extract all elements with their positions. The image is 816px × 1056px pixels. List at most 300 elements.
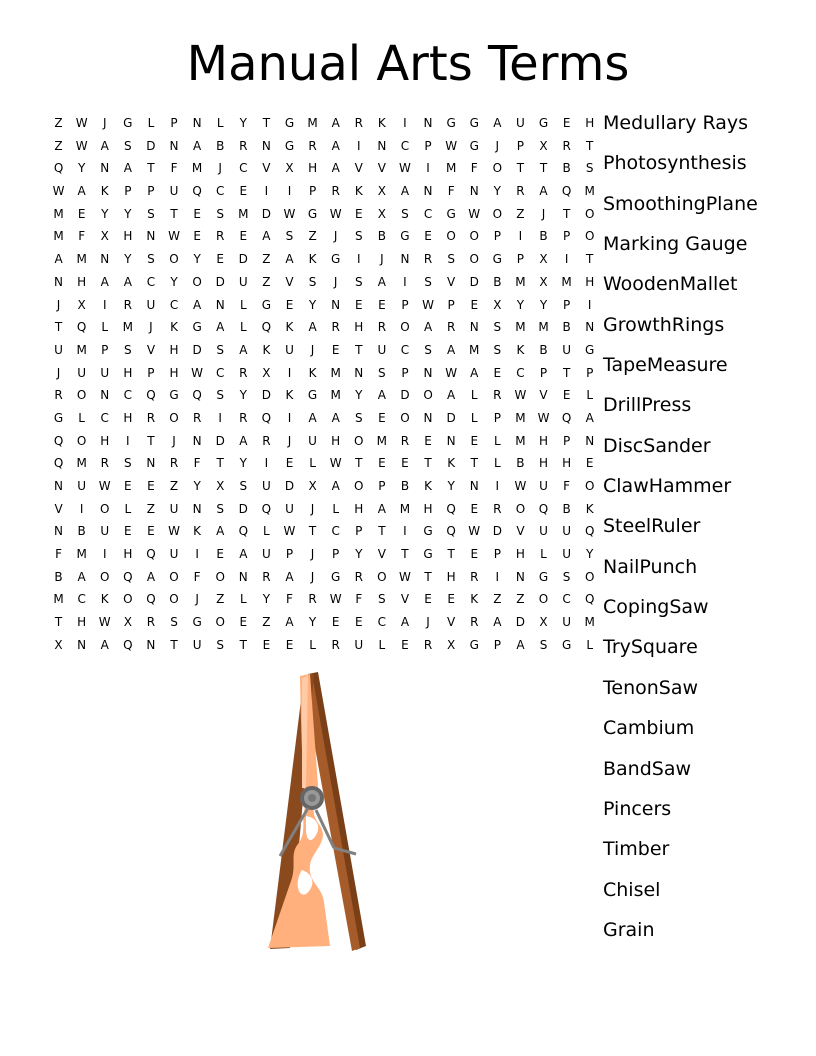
grid-letter: E	[331, 342, 340, 357]
grid-letter: N	[377, 138, 387, 153]
grid-letter: S	[378, 365, 386, 380]
grid-letter: Y	[170, 274, 178, 289]
grid-letter: N	[515, 569, 525, 584]
grid-letter: K	[193, 524, 202, 539]
grid-letter: K	[516, 342, 525, 357]
grid-letter: Z	[216, 592, 225, 607]
grid-letter: O	[100, 569, 110, 584]
grid-letter: N	[469, 184, 479, 199]
letter-grid	[47, 112, 601, 657]
grid-letter: O	[469, 252, 479, 267]
grid-letter: G	[169, 388, 179, 403]
grid-letter: A	[262, 229, 271, 244]
grid-letter: U	[562, 524, 571, 539]
grid-letter: Q	[538, 501, 549, 516]
grid-letter: L	[263, 524, 270, 539]
grid-letter: E	[124, 479, 132, 493]
grid-letter: O	[169, 569, 179, 584]
grid-letter: N	[54, 274, 64, 289]
grid-letter: K	[308, 252, 317, 267]
grid-letter: R	[146, 615, 156, 630]
grid-letter: R	[493, 388, 502, 403]
grid-letter: E	[562, 116, 571, 130]
grid-letter: P	[493, 547, 501, 562]
grid-letter: U	[169, 501, 179, 516]
grid-letter: H	[539, 433, 549, 448]
grid-letter: L	[586, 637, 594, 652]
word-list-item: Timber	[603, 838, 670, 861]
grid-letter: Y	[493, 184, 501, 199]
grid-letter: V	[447, 615, 456, 630]
grid-letter: O	[169, 252, 179, 267]
grid-letter: K	[262, 342, 271, 357]
grid-letter: A	[447, 388, 456, 403]
grid-letter: N	[54, 479, 64, 493]
grid-letter: M	[191, 161, 203, 176]
grid-letter: P	[170, 116, 178, 130]
grid-letter: P	[539, 365, 548, 380]
grid-letter: T	[355, 342, 363, 357]
grid-letter: T	[54, 615, 63, 630]
grid-letter: W	[329, 206, 342, 221]
grid-letter: V	[400, 592, 410, 607]
grid-letter: A	[193, 138, 202, 153]
grid-letter: W	[445, 365, 458, 380]
grid-letter: Z	[516, 206, 525, 221]
grid-letter: C	[169, 297, 179, 312]
grid-letter: O	[354, 479, 364, 493]
grid-letter: N	[192, 501, 202, 516]
grid-letter: T	[401, 547, 409, 562]
grid-letter: L	[470, 388, 478, 403]
grid-letter: D	[146, 138, 156, 153]
grid-letter: I	[264, 456, 269, 471]
grid-letter: T	[586, 138, 594, 153]
grid-letter: H	[77, 274, 87, 289]
grid-letter: Z	[516, 592, 525, 607]
grid-letter: B	[562, 161, 571, 176]
grid-letter: N	[238, 569, 248, 584]
grid-letter: T	[562, 365, 571, 380]
grid-letter: P	[516, 138, 525, 153]
grid-letter: W	[468, 206, 481, 221]
grid-letter: E	[493, 365, 502, 380]
grid-letter: Q	[146, 592, 156, 607]
grid-letter: X	[123, 615, 132, 630]
grid-letter: J	[56, 297, 61, 312]
grid-letter: H	[308, 161, 318, 176]
grid-letter: K	[354, 184, 363, 199]
grid-letter: H	[515, 547, 525, 562]
grid-letter: K	[308, 365, 317, 380]
grid-letter: L	[78, 410, 85, 425]
word-list-item: Medullary Rays	[603, 112, 749, 134]
grid-letter: F	[170, 161, 178, 176]
grid-letter: J	[195, 592, 199, 607]
grid-letter: Y	[308, 615, 317, 630]
grid-letter: M	[561, 274, 572, 289]
grid-letter: Z	[262, 274, 271, 289]
grid-letter: U	[261, 547, 271, 562]
grid-letter: R	[516, 184, 525, 199]
grid-letter: L	[101, 320, 109, 335]
grid-letter: R	[239, 138, 248, 153]
grid-letter: Y	[239, 388, 247, 403]
word-list-item: Marking Gauge	[603, 233, 748, 256]
grid-letter: T	[170, 637, 178, 652]
grid-letter: A	[400, 184, 410, 199]
grid-letter: O	[169, 592, 179, 607]
grid-letter: C	[423, 206, 433, 221]
word-list-item: DrillPress	[603, 394, 692, 417]
grid-letter: E	[331, 615, 340, 630]
grid-letter: N	[585, 433, 595, 448]
grid-letter: H	[446, 569, 456, 584]
grid-letter: A	[193, 297, 202, 312]
grid-letter: I	[102, 297, 107, 312]
grid-letter: U	[169, 547, 179, 562]
grid-letter: N	[261, 138, 271, 153]
grid-letter: D	[215, 274, 225, 289]
grid-letter: Z	[169, 479, 179, 493]
grid-letter: M	[376, 433, 388, 448]
grid-letter: Y	[239, 116, 247, 130]
grid-letter: A	[470, 365, 479, 380]
grid-letter: X	[493, 297, 502, 312]
grid-letter: T	[539, 161, 548, 176]
grid-row	[47, 203, 601, 226]
grid-letter: P	[308, 184, 317, 199]
grid-letter: G	[123, 116, 133, 130]
grid-letter: J	[310, 547, 315, 562]
grid-letter: B	[493, 274, 502, 289]
grid-letter: D	[192, 342, 202, 357]
grid-letter: G	[492, 252, 502, 267]
grid-letter: U	[562, 342, 571, 357]
grid-letter: M	[53, 206, 64, 221]
grid-letter: L	[332, 501, 340, 516]
grid-letter: N	[192, 433, 202, 448]
grid-letter: H	[123, 547, 133, 562]
grid-row	[47, 248, 601, 271]
grid-letter: S	[493, 342, 502, 357]
grid-letter: K	[285, 388, 294, 403]
grid-letter: E	[562, 388, 571, 403]
grid-letter: A	[331, 161, 340, 176]
grid-letter: G	[284, 116, 295, 130]
grid-letter: R	[331, 637, 340, 652]
grid-letter: W	[168, 229, 180, 244]
grid-letter: T	[378, 524, 386, 539]
word-list-item: TenonSaw	[603, 676, 699, 699]
grid-letter: A	[423, 320, 433, 335]
grid-letter: N	[77, 637, 87, 652]
grid-letter: K	[377, 116, 386, 130]
grid-letter: T	[424, 456, 432, 471]
grid-letter: A	[331, 138, 340, 153]
grid-letter: B	[216, 138, 225, 153]
grid-letter: I	[518, 229, 523, 244]
grid-letter: T	[308, 524, 317, 539]
grid-letter: D	[469, 274, 479, 289]
grid-letter: A	[216, 524, 225, 539]
grid-row	[47, 634, 601, 657]
grid-letter: A	[331, 479, 340, 493]
grid-letter: S	[124, 456, 132, 471]
grid-letter: R	[308, 592, 317, 607]
grid-letter: U	[285, 342, 294, 357]
grid-letter: H	[123, 410, 133, 425]
grid-letter: W	[329, 456, 342, 471]
grid-letter: J	[541, 206, 546, 221]
grid-letter: K	[470, 592, 479, 607]
grid-letter: J	[380, 252, 384, 267]
grid-letter: R	[123, 297, 132, 312]
grid-letter: R	[400, 433, 410, 448]
grid-letter: A	[493, 615, 502, 630]
grid-letter: V	[354, 161, 363, 176]
grid-letter: G	[400, 229, 410, 244]
grid-letter: A	[331, 116, 340, 130]
grid-letter: M	[53, 592, 64, 607]
grid-letter: J	[333, 229, 338, 244]
grid-letter: P	[285, 547, 294, 562]
grid-letter: R	[423, 252, 433, 267]
grid-letter: X	[77, 297, 86, 312]
grid-letter: W	[422, 297, 434, 312]
grid-letter: I	[356, 252, 361, 267]
grid-letter: R	[262, 569, 271, 584]
grid-letter: V	[516, 524, 525, 539]
grid-letter: Q	[446, 524, 456, 539]
grid-letter: E	[193, 229, 201, 244]
grid-letter: N	[192, 116, 202, 130]
grid-letter: Y	[447, 479, 455, 493]
grid-letter: E	[585, 456, 594, 471]
grid-letter: G	[284, 138, 295, 153]
grid-letter: T	[355, 456, 363, 471]
grid-letter: O	[76, 388, 87, 403]
grid-letter: G	[307, 388, 318, 403]
word-list-item: Grain	[603, 918, 655, 941]
grid-letter: C	[516, 365, 525, 380]
grid-letter: R	[562, 138, 571, 153]
grid-letter: K	[170, 320, 178, 335]
grid-letter: V	[146, 342, 156, 357]
grid-letter: E	[354, 615, 363, 630]
grid-letter: J	[56, 365, 61, 380]
grid-letter: U	[169, 184, 179, 199]
grid-letter: C	[100, 410, 109, 425]
grid-letter: I	[287, 365, 292, 380]
grid-letter: U	[516, 116, 525, 130]
grid-letter: S	[147, 206, 155, 221]
grid-letter: R	[354, 116, 363, 130]
grid-letter: C	[562, 592, 571, 607]
grid-letter: U	[308, 433, 317, 448]
grid-letter: N	[146, 456, 156, 471]
grid-letter: M	[330, 388, 341, 403]
grid-letter: L	[239, 297, 247, 312]
grid-letter: H	[100, 433, 110, 448]
grid-letter: U	[238, 274, 248, 289]
word-list	[603, 110, 758, 957]
grid-letter: H	[354, 501, 364, 516]
grid-letter: W	[283, 206, 296, 221]
grid-letter: G	[307, 206, 318, 221]
grid-letter: X	[285, 161, 294, 176]
grid-letter: A	[123, 161, 132, 176]
grid-letter: J	[310, 501, 315, 516]
grid-letter: P	[332, 547, 340, 562]
grid-letter: N	[215, 297, 225, 312]
grid-letter: E	[401, 637, 409, 652]
grid-letter: K	[100, 592, 109, 607]
grid-letter: L	[540, 547, 547, 562]
grid-letter: R	[446, 320, 456, 335]
grid-letter: O	[469, 229, 479, 244]
grid-letter: F	[447, 184, 455, 199]
grid-letter: E	[354, 297, 363, 312]
grid-letter: E	[378, 297, 386, 312]
grid-letter: Q	[261, 501, 272, 516]
grid-letter: N	[423, 365, 433, 380]
grid-letter: D	[238, 252, 248, 267]
grid-letter: I	[287, 184, 292, 199]
grid-letter: L	[586, 388, 594, 403]
grid-letter: B	[562, 501, 571, 516]
word-list-item: Photosynthesis	[603, 152, 747, 175]
grid-letter: E	[147, 479, 155, 493]
grid-letter: P	[355, 524, 363, 539]
grid-letter: L	[493, 456, 501, 471]
grid-letter: X	[539, 615, 548, 630]
grid-letter: C	[77, 592, 86, 607]
grid-letter: B	[77, 524, 86, 539]
grid-letter: X	[539, 252, 548, 267]
grid-letter: S	[216, 637, 225, 652]
grid-letter: A	[239, 547, 248, 562]
grid-letter: W	[75, 116, 88, 130]
grid-letter: M	[515, 274, 526, 289]
grid-letter: X	[308, 479, 317, 493]
grid-letter: U	[562, 615, 571, 630]
grid-letter: W	[514, 388, 527, 403]
grid-letter: N	[585, 320, 595, 335]
grid-letter: S	[354, 229, 363, 244]
grid-letter: E	[239, 615, 248, 630]
grid-letter: E	[470, 433, 479, 448]
grid-letter: Q	[146, 388, 156, 403]
grid-letter: G	[192, 320, 202, 335]
grid-letter: E	[216, 547, 224, 562]
grid-letter: T	[216, 456, 224, 471]
grid-letter: H	[77, 615, 87, 630]
grid-letter: H	[169, 365, 179, 380]
grid-letter: N	[423, 184, 433, 199]
grid-letter: T	[562, 206, 571, 221]
grid-letter: W	[537, 410, 550, 425]
grid-row	[47, 452, 601, 475]
grid-letter: M	[53, 229, 64, 244]
grid-letter: O	[515, 501, 526, 516]
word-list-item: Cambium	[603, 717, 695, 740]
grid-letter: O	[169, 410, 179, 425]
grid-letter: E	[447, 592, 455, 607]
grid-letter: A	[100, 637, 109, 652]
grid-letter: G	[446, 116, 456, 130]
grid-letter: M	[445, 161, 457, 176]
grid-letter: I	[426, 161, 430, 176]
grid-letter: H	[423, 501, 433, 516]
grid-row	[47, 543, 601, 566]
grid-letter: T	[54, 320, 63, 335]
grid-letter: N	[423, 410, 433, 425]
grid-letter: M	[515, 410, 526, 425]
grid-letter: I	[356, 138, 361, 153]
word-list-item: TapeMeasure	[603, 354, 728, 377]
grid-letter: E	[147, 524, 155, 539]
grid-letter: U	[377, 342, 387, 357]
grid-letter: A	[377, 388, 386, 403]
grid-letter: P	[378, 479, 386, 493]
grid-letter: O	[215, 615, 225, 630]
grid-letter: M	[469, 342, 480, 357]
grid-letter: G	[423, 547, 433, 562]
grid-letter: E	[424, 229, 432, 244]
grid-letter: P	[562, 229, 571, 244]
grid-letter: R	[192, 410, 202, 425]
grid-letter: D	[446, 410, 456, 425]
grid-letter: W	[98, 479, 111, 493]
grid-letter: E	[124, 524, 132, 539]
grid-letter: Z	[262, 615, 271, 630]
grid-letter: M	[515, 320, 526, 335]
grid-letter: O	[377, 569, 387, 584]
grid-letter: N	[100, 252, 110, 267]
grid-letter: E	[239, 229, 248, 244]
grid-letter: W	[514, 479, 527, 493]
grid-letter: Y	[516, 297, 525, 312]
grid-letter: S	[539, 637, 548, 652]
grid-letter: Y	[308, 297, 317, 312]
grid-letter: S	[308, 274, 317, 289]
grid-letter: J	[495, 138, 500, 153]
grid-row	[47, 430, 601, 453]
grid-letter: H	[354, 320, 364, 335]
grid-letter: I	[403, 524, 407, 539]
grid-letter: E	[285, 637, 294, 652]
grid-letter: M	[238, 206, 249, 221]
grid-letter: A	[516, 637, 525, 652]
grid-letter: P	[147, 184, 155, 199]
grid-letter: V	[377, 547, 386, 562]
grid-letter: X	[54, 637, 63, 652]
grid-letter: O	[584, 229, 595, 244]
grid-letter: H	[562, 456, 572, 471]
grid-letter: Y	[355, 388, 363, 403]
grid-letter: C	[400, 138, 410, 153]
grid-letter: J	[172, 433, 176, 448]
grid-letter: E	[262, 637, 271, 652]
grid-letter: E	[424, 592, 432, 607]
grid-letter: A	[377, 274, 386, 289]
grid-letter: X	[539, 274, 548, 289]
grid-letter: E	[239, 184, 248, 199]
grid-letter: P	[562, 297, 571, 312]
grid-letter: S	[354, 410, 363, 425]
grid-letter: N	[146, 229, 156, 244]
